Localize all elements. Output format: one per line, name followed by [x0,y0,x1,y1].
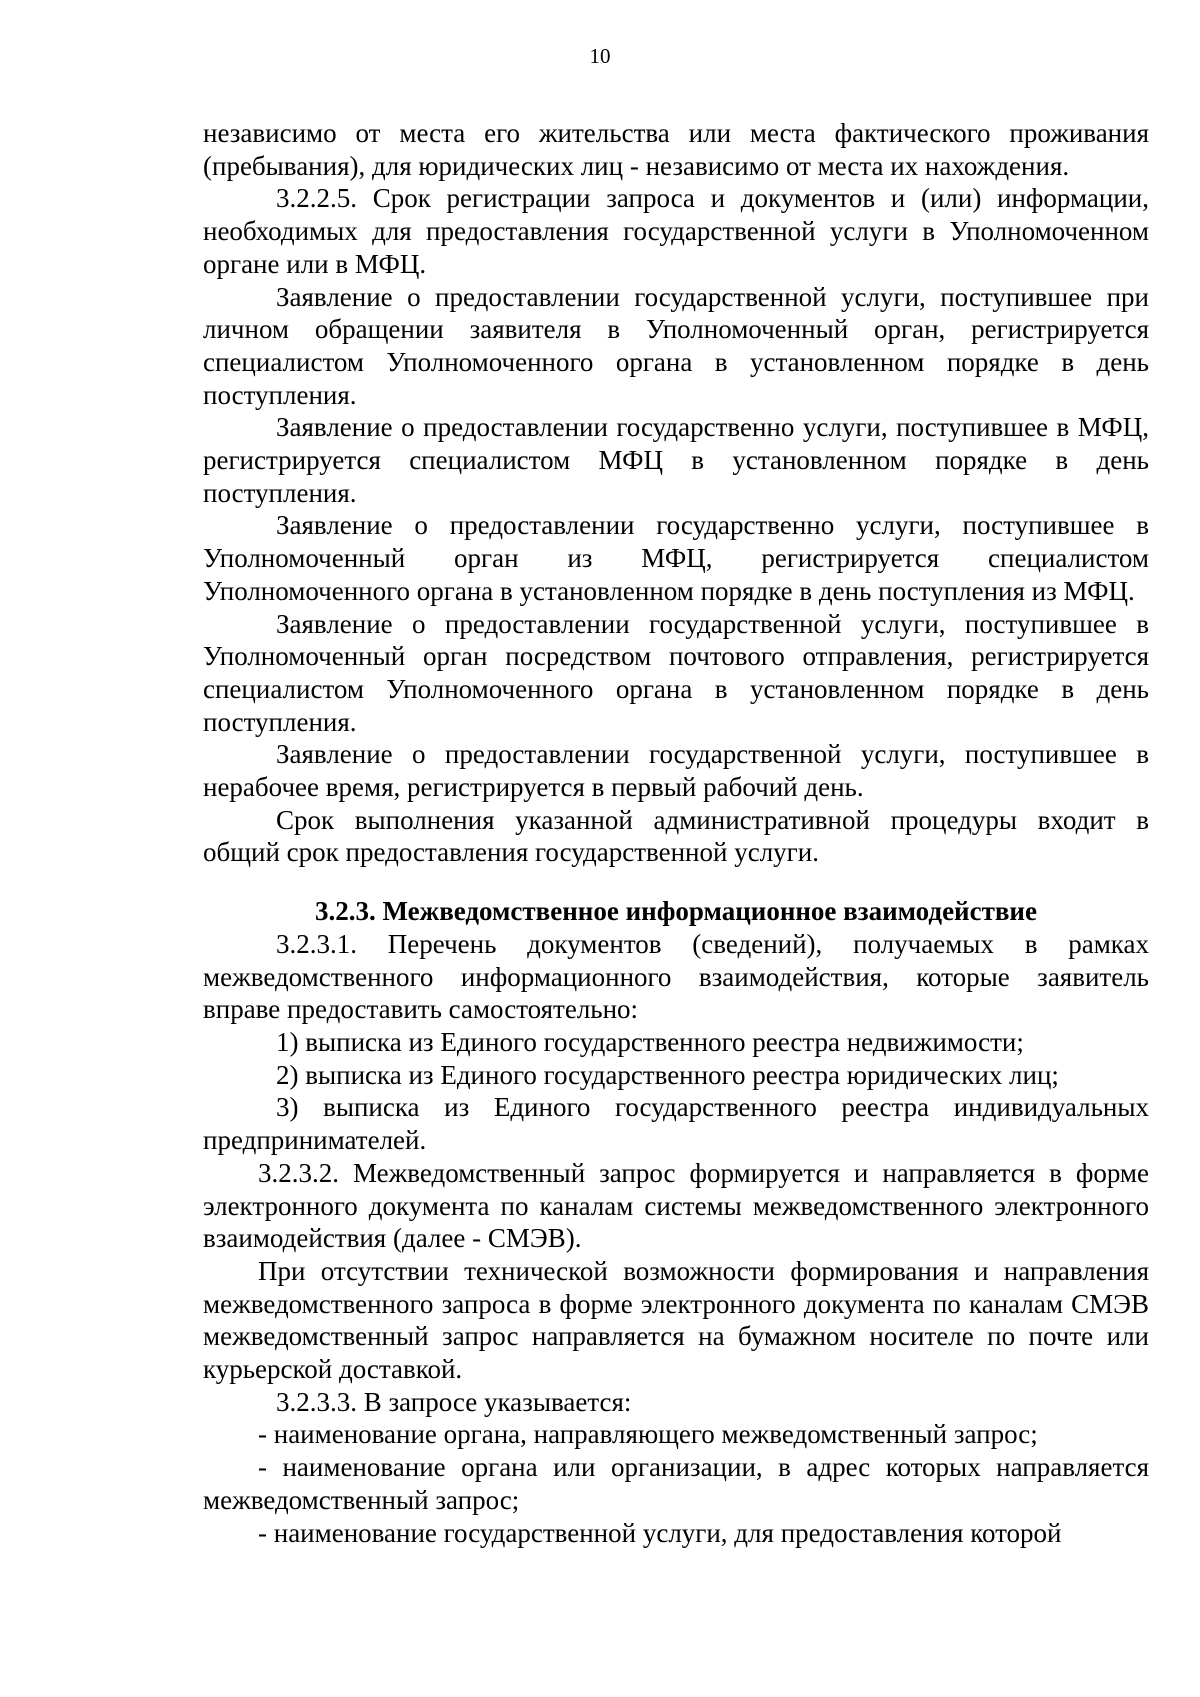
paragraph: Заявление о предоставлении государственной услуги, поступившее в Уполномоченный орган посредством почтового отправления, регистрируется специалистом Уполномоченного органа в установленном порядке в день поступления. [203,608,1149,737]
paragraph: 3.2.3.1. Перечень документов (сведений), получаемых в рамках межведомственного информационного взаимодействия, которые заявитель вправе предоставить самостоятельно: [203,928,1149,1025]
paragraph: Заявление о предоставлении государственно услуги, поступившее в Уполномоченный орган из МФЦ, регистрируется специалистом Уполномоченного органа в установленном порядке в день поступления из МФЦ. [203,510,1149,606]
paragraph: При отсутствии технической возможности формирования и направления межведомственного запроса в форме электронного документа по каналам СМЭВ межведомственный запрос направляется на бумажном носителе по почте или курьерской доставкой. [203,1255,1149,1385]
paragraph: Заявление о предоставлении государственно услуги, поступившее в МФЦ, регистрируется специалистом МФЦ в установленном порядке в день поступления. [203,412,1149,508]
paragraph: Заявление о предоставлении государственной услуги, поступившее в нерабочее время, регистрируется в первый рабочий день. [203,739,1149,803]
document-body [203,117,1149,1549]
list-item: - наименование органа или организации, в адрес которых направляется межведомственный запрос; [203,1452,1149,1515]
list-item: - наименование государственной услуги, для предоставления которой [258,1517,1062,1548]
list-item: 3) выписка из Единого государственного реестра индивидуальных предпринимателей. [203,1092,1149,1156]
paragraph: 3.2.3.3. В запросе указывается: [276,1386,632,1417]
list-item: 1) выписка из Единого государственного реестра недвижимости; [276,1026,1024,1057]
page-number: 10 [589,44,611,68]
paragraph: Срок выполнения указанной административной процедуры входит в общий срок предоставления государственной услуги. [203,804,1149,868]
list-item: 2) выписка из Единого государственного реестра юридических лиц; [276,1059,1059,1090]
paragraph: Заявление о предоставлении государственной услуги, поступившее при личном обращении заявителя в Уполномоченный орган, регистрируется специалистом Уполномоченного органа в установленном порядке в день поступления. [203,281,1149,410]
paragraph: независимо от места его жительства или места фактического проживания (пребывания), для юридических лиц - независимо от места их нахождения. [203,118,1149,181]
section-heading: 3.2.3. Межведомственное информационное взаимодействие [315,896,1037,927]
paragraph: 3.2.3.2. Межведомственный запрос формируется и направляется в форме электронного документа по каналам системы межведомственного электронного взаимодействия (далее - СМЭВ). [203,1157,1149,1254]
list-item: - наименование органа, направляющего межведомственный запрос; [258,1419,1038,1450]
paragraph: 3.2.2.5. Срок регистрации запроса и документов и (или) информации, необходимых для предоставления государственной услуги в Уполномоченном органе или в МФЦ. [203,183,1149,279]
